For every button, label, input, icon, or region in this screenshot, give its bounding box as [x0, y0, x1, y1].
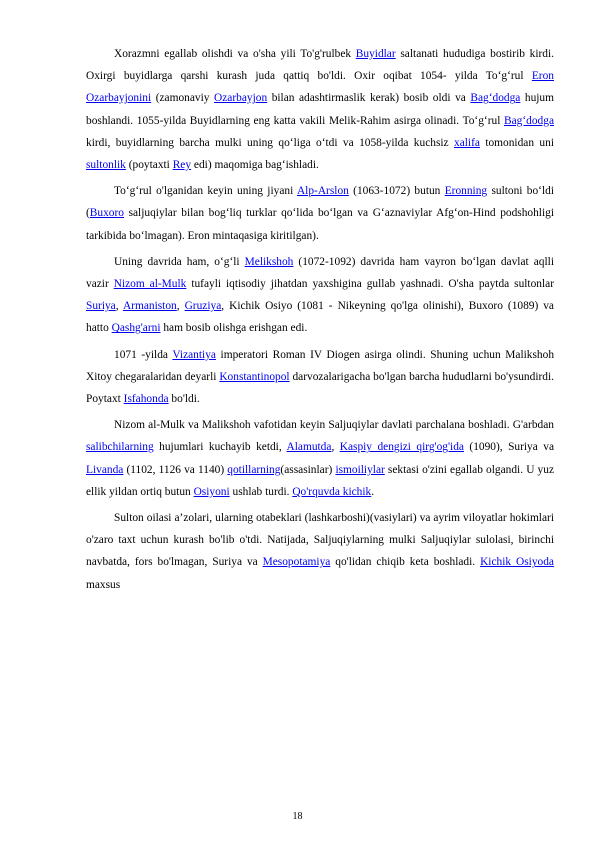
text-run: hujumlari kuchayib ketdi, [153, 441, 287, 454]
hyperlink[interactable]: Vizantiya [172, 348, 216, 361]
hyperlink[interactable]: Eronning [444, 185, 488, 198]
text-run: darvozalarigacha bo'lgan barcha hududlarni bo'ysundirdi. Poytaxt [86, 370, 554, 406]
text-run: tufayli iqtisodiy jihatdan yaxshigina gullab yashnadi. O'sha paytda sultonlar [186, 278, 555, 291]
text-run: sultoni boʻldi ( [86, 185, 554, 220]
text-run: (zamonaviy [151, 92, 215, 105]
hyperlink[interactable]: Qo'rquvda kichik [292, 485, 372, 498]
text-run: edi) maqomiga bagʻishladi. [191, 159, 319, 172]
text-run: qo'lidan chiqib keta boshladi. [330, 556, 481, 569]
paragraph [86, 43, 554, 176]
page-number: 18 [292, 811, 303, 822]
hyperlink[interactable]: Kaspiy dengizi qirg'og'ida [339, 441, 464, 454]
text-run: ham bosib olishga erishgan edi. [160, 322, 308, 335]
hyperlink[interactable]: Ozarbayjon [214, 92, 268, 105]
hyperlink[interactable]: Suriya [86, 300, 116, 313]
document-body [86, 43, 554, 596]
text-run: , [176, 300, 185, 313]
text-run: saltanati hududiga bostirib kirdi. Oxirgi buyidlarga qarshi kurash juda qattiq bo'ldi. Oxir oqibat 1054- yilda Toʻgʻrul [86, 48, 554, 83]
text-run: sektasi o'zini egallab olgandi. U yuz ellik yildan ortiq butun [86, 463, 555, 498]
hyperlink[interactable]: Buxoro [89, 207, 124, 220]
text-run: , [115, 300, 123, 313]
hyperlink[interactable]: Gruziya [184, 300, 222, 313]
paragraph [86, 507, 554, 596]
text-run: , [331, 441, 340, 454]
hyperlink[interactable]: Konstantinopol [219, 370, 290, 383]
text-run: bilan adashtirmaslik kerak) bosib oldi va [267, 92, 471, 105]
paragraph [86, 251, 554, 340]
text-run: ushlab turdi. [229, 485, 293, 498]
hyperlink[interactable]: Melikshoh [244, 255, 294, 268]
hyperlink[interactable]: Armaniston [122, 300, 177, 313]
text-run: bo'ldi. [168, 393, 200, 406]
paragraph [86, 344, 554, 411]
paragraph [86, 414, 554, 503]
hyperlink[interactable]: Alp-Arslon [296, 185, 349, 198]
text-run: (1072-1092) davrida ham vayron boʻlgan davlat aqlli vazir [86, 255, 554, 291]
text-run: kirdi, buyidlarning barcha mulki uning qoʻliga oʻtdi va 1058-yilda kuchsiz [86, 136, 454, 149]
text-run: , Kichik Osiyo (1081 - Nikeyning qo'lga olinishi), Buxoro (1089) va hatto [86, 300, 554, 335]
hyperlink[interactable]: Bagʻdodga [504, 114, 554, 127]
text-run: (1090), Suriya va [463, 441, 554, 454]
text-run: Nizom al-Mulk va Malikshoh vafotidan keyin Saljuqiylar davlati parchalana boshladi. G'arbdan [114, 419, 554, 432]
text-run: (assasinlar) [280, 463, 336, 476]
text-run: imperatori Roman IV Diogen asirga olindi. Shuning uchun Malikshoh Xitoy chegaralaridan deyarli [86, 348, 555, 383]
hyperlink[interactable]: Nizom al-Mulk [113, 278, 187, 291]
hyperlink[interactable]: Livanda [86, 463, 124, 476]
text-run: Toʻgʻrul o'lganidan keyin uning jiyani [114, 185, 297, 198]
text-run: saljuqiylar bilan bogʻliq turklar qoʻlida boʻlgan va Gʻaznaviylar Afgʻon-Hind podshohligi tarkibida boʻlmagan). Eron mintaqasiga kiritilgan). [86, 207, 554, 242]
text-run: 1071 -yilda [114, 348, 173, 361]
text-run: Xorazmni egallab olishdi va o'sha yili To'g'rulbek [114, 48, 356, 60]
hyperlink[interactable]: Isfahonda [123, 393, 169, 406]
hyperlink[interactable]: qotillarning [227, 463, 281, 476]
text-run: (1102, 1126 va 1140) [123, 463, 228, 476]
paragraph [86, 180, 554, 247]
hyperlink[interactable]: sultonlik [86, 159, 126, 172]
hyperlink[interactable]: Buyidlar [355, 48, 396, 60]
text-run: tomonidan uni [479, 136, 554, 149]
hyperlink[interactable]: xalifa [454, 136, 480, 149]
hyperlink[interactable]: Qashg'arni [111, 322, 161, 335]
text-run: hujum boshlandi. 1055-yilda Buyidlarning eng katta vakili Melik-Rahim asirga olinadi. Toʻgʻrul [86, 92, 554, 127]
text-run: Sulton oilasi a’zolari, ularning otabeklari (lashkarboshi)(vasiylari) va ayrim viloyatlar hokimlari o'zaro taxt uchun kurash bo'lib o'tdi. Natijada, Saljuqiylarning mulki Saljuqiylar sulolasi, birinchi navbatda, fors bo'lmagan, Suriya va [86, 512, 554, 569]
text-run: maxsus [86, 578, 121, 591]
text-run: Uning davrida ham, oʻgʻli [114, 255, 245, 268]
hyperlink[interactable]: Alamutda [286, 441, 332, 454]
hyperlink[interactable]: Eron Ozarbayjonini [86, 70, 554, 105]
hyperlink[interactable]: Osiyoni [193, 485, 230, 498]
text-run: (poytaxti [125, 159, 173, 172]
hyperlink[interactable]: Mesopotamiya [262, 556, 331, 569]
text-run: (1063-1072) butun [348, 185, 445, 198]
hyperlink[interactable]: Bagʻdodga [470, 92, 521, 105]
hyperlink[interactable]: salibchilarning [86, 441, 154, 454]
hyperlink[interactable]: ismoiliylar [335, 463, 385, 476]
hyperlink[interactable]: Rey [172, 159, 192, 172]
text-run: . [371, 485, 375, 498]
hyperlink[interactable]: Kichik Osiyoda [480, 556, 554, 569]
